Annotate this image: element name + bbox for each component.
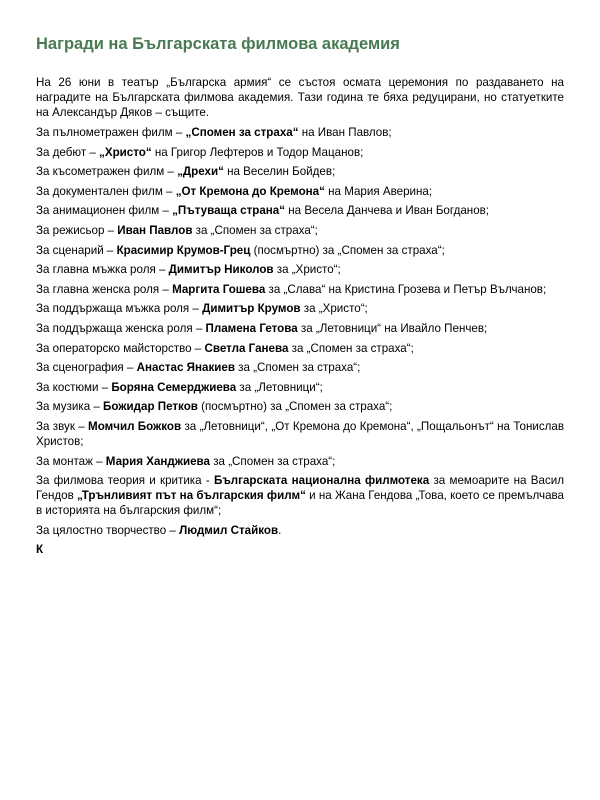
award-text: за „Летовници“; xyxy=(236,380,323,394)
award-line xyxy=(36,360,564,375)
award-line xyxy=(36,125,564,140)
award-text: За операторско майсторство – xyxy=(36,341,205,355)
award-line xyxy=(36,419,564,449)
award-text: (посмъртно) за „Спомен за страха“; xyxy=(250,243,445,257)
award-text: за „Спомен за страха“; xyxy=(234,361,361,375)
award-line xyxy=(36,243,564,258)
closing-mark: К xyxy=(36,543,44,557)
award-text: за „Христо“; xyxy=(300,302,368,316)
award-text: на Веселин Бойдев; xyxy=(223,165,336,179)
award-line xyxy=(36,341,564,356)
award-text: . xyxy=(278,523,282,537)
award-winner: Божидар Петков xyxy=(103,400,198,414)
award-winner: Светла Ганева xyxy=(204,341,289,355)
document-page xyxy=(36,34,564,557)
award-text: За режисьор – xyxy=(36,223,118,237)
award-text: За анимационен филм – xyxy=(36,204,173,218)
award-text: За костюми – xyxy=(36,380,112,394)
award-text: За поддържаща женска роля – xyxy=(36,321,206,335)
award-text: За главна мъжка роля – xyxy=(36,263,169,277)
award-text: За главна женска роля – xyxy=(36,282,173,296)
award-text: за „Спомен за страха“; xyxy=(288,341,414,355)
award-winner: Красимир Крумов-Грец xyxy=(116,243,251,257)
award-text: на Мария Аверина; xyxy=(324,184,433,198)
award-text: За музика – xyxy=(36,400,104,414)
award-text: За документален филм – xyxy=(36,184,176,198)
award-winner: „Трънливият път на българския филм“ xyxy=(76,489,306,503)
award-winner: Пламена Гетова xyxy=(205,321,298,335)
award-text: за „Летовници“ на Ивайло Пенчев; xyxy=(297,321,488,335)
award-line xyxy=(36,473,564,518)
article-title: Награди на Българската филмова академия xyxy=(36,35,400,53)
award-text: на Весела Данчева и Иван Богданов; xyxy=(285,204,490,218)
award-line xyxy=(36,321,564,336)
award-line xyxy=(36,380,564,395)
award-text: За филмова теория и критика - xyxy=(36,474,214,488)
award-winner: Димитър Крумов xyxy=(202,302,301,316)
award-text: За поддържаща мъжка роля – xyxy=(36,302,203,316)
award-text: за мемоарите на Васил Гендов xyxy=(36,474,564,503)
award-line xyxy=(36,523,564,538)
award-winner: Анастас Янакиев xyxy=(136,361,235,375)
award-winner: Българската национална филмотека xyxy=(214,474,430,488)
award-text: За сценарий – xyxy=(36,243,117,257)
award-text: За звук – xyxy=(36,419,89,433)
award-winner: Боряна Семерджиева xyxy=(111,380,237,394)
award-text: За късометражен филм – xyxy=(36,165,178,179)
award-line xyxy=(36,399,564,414)
award-winner: „Пътуваща страна“ xyxy=(172,204,286,218)
award-text: За дебют – xyxy=(36,145,100,159)
award-text: за „Летовници“, „От Кремона до Кремона“, „Пощальонът“ на Тонислав Христов; xyxy=(36,419,564,448)
award-winner: Момчил Божков xyxy=(88,419,182,433)
award-winner: „Спомен за страха“ xyxy=(185,126,299,139)
award-winner: Мария Ханджиева xyxy=(105,454,210,468)
award-line xyxy=(36,223,564,238)
award-text: (посмъртно) за „Спомен за страха“; xyxy=(197,400,393,414)
award-text: на Иван Павлов; xyxy=(298,126,392,139)
award-text: на Григор Лефтеров и Тодор Мацанов; xyxy=(151,145,364,159)
award-line xyxy=(36,145,564,160)
awards-list xyxy=(36,125,564,538)
award-text: За цялостно творчество – xyxy=(36,523,180,537)
award-text: За сценография – xyxy=(36,361,137,375)
award-line xyxy=(36,454,564,469)
award-line xyxy=(36,184,564,199)
award-text: За пълнометражен филм – xyxy=(36,126,186,139)
award-line xyxy=(36,164,564,179)
award-text: за „Христо“; xyxy=(273,263,341,277)
award-winner: „От Кремона до Кремона“ xyxy=(175,184,325,198)
award-line xyxy=(36,203,564,218)
award-text: за „Спомен за страха“; xyxy=(192,223,318,237)
award-text: за „Спомен за страха“; xyxy=(209,454,336,468)
award-winner: „Христо“ xyxy=(99,145,152,159)
award-text: За монтаж – xyxy=(36,454,106,468)
award-winner: Маргита Гошева xyxy=(172,282,266,296)
award-line xyxy=(36,282,564,297)
award-winner: Димитър Николов xyxy=(168,263,274,277)
award-winner: Иван Павлов xyxy=(117,223,193,237)
award-line xyxy=(36,262,564,277)
award-text: и на Жана Гендова „Това, което се премълчава в историята на българския филм“; xyxy=(36,489,564,518)
award-line xyxy=(36,301,564,316)
award-winner: Людмил Стайков xyxy=(179,523,279,537)
award-text: за „Слава“ на Кристина Грозева и Петър Вълчанов; xyxy=(265,282,547,296)
award-winner: „Дрехи“ xyxy=(177,165,224,179)
intro-paragraph: На 26 юни в театър „Българска армия“ се състоя осмата церемония по раздаването на наградите на Българската филмова академия. Тази година те бяха редуцирани, но статуетките на Александър Дяков – същите. xyxy=(36,76,564,119)
